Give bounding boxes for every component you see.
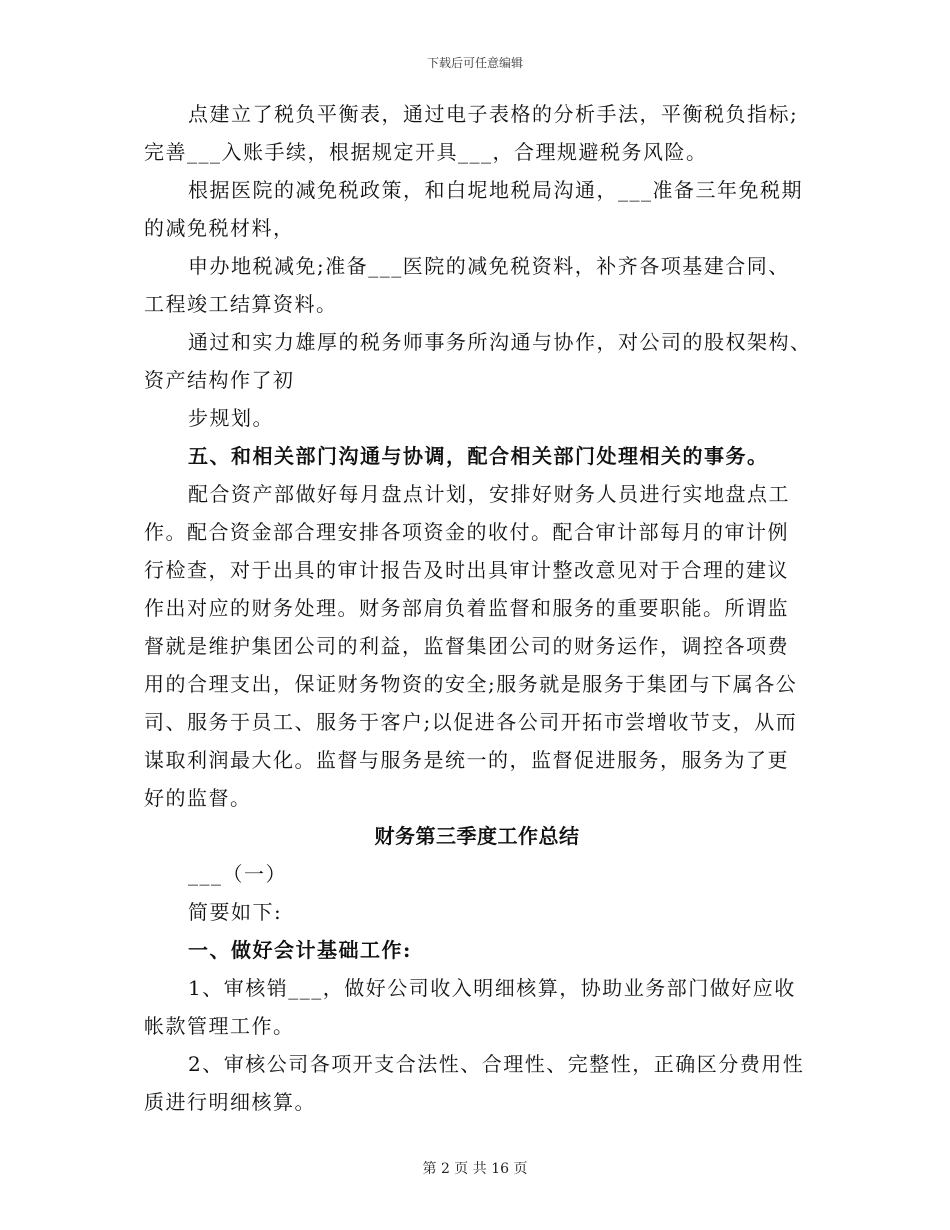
page-header: 下载后可任意编辑 xyxy=(426,56,523,70)
paragraph-line: 1、审核销___，做好公司收入明细核算，协助业务部门做好应收 xyxy=(188,976,796,1000)
paragraph-line: 配合资产部做好每月盘点计划，安排好财务人员进行实地盘点工 xyxy=(188,482,790,506)
paragraph-line: ___（一） xyxy=(188,862,287,886)
paragraph-line: 简要如下: xyxy=(188,900,283,924)
paragraph-line: 2、审核公司各项开支合法性、合理性、完整性，正确区分费用性 xyxy=(188,1052,805,1076)
paragraph-line: 用的合理支出，保证财务物资的安全;服务就是服务于集团与下属各公 xyxy=(144,672,798,696)
paragraph-line: 完善___入账手续，根据规定开具___，合理规避税务风险。 xyxy=(144,140,708,164)
paragraph-line: 作。配合资金部合理安排各项资金的收付。配合审计部每月的审计例 xyxy=(144,520,789,544)
paragraph-line: 步规划。 xyxy=(188,406,274,430)
paragraph-line: 点建立了税负平衡表，通过电子表格的分析手法，平衡税负指标; xyxy=(188,102,799,126)
paragraph-line: 帐款管理工作。 xyxy=(144,1014,295,1038)
paragraph-line: 司、服务于员工、服务于客户;以促进各公司开拓市尝增收节支，从而 xyxy=(144,710,798,734)
section-heading-five: 五、和相关部门沟通与协调，配合相关部门处理相关的事务。 xyxy=(188,444,769,468)
paragraph-line: 的减免税材料， xyxy=(144,216,295,240)
section-heading-one: 一、做好会计基础工作: xyxy=(188,938,412,962)
paragraph-line: 作出对应的财务处理。财务部肩负着监督和服务的重要职能。所谓监 xyxy=(144,596,789,620)
paragraph-line: 申办地税减免;准备___医院的减免税资料，补齐各项基建合同、 xyxy=(188,254,790,278)
paragraph-line: 质进行明细核算。 xyxy=(144,1090,316,1114)
paragraph-line: 资产结构作了初 xyxy=(144,368,295,392)
paragraph-line: 督就是维护集团公司的利益，监督集团公司的财务运作，调控各项费 xyxy=(144,634,789,658)
paragraph-line: 谋取利润最大化。监督与服务是统一的，监督促进服务，服务为了更 xyxy=(144,748,789,772)
page-footer: 第 2 页 共 16 页 xyxy=(422,1161,528,1177)
paragraph-line: 通过和实力雄厚的税务师事务所沟通与协作，对公司的股权架构、 xyxy=(188,330,812,354)
paragraph-line: 行检查，对于出具的审计报告及时出具审计整改意见对于合理的建议 xyxy=(144,558,789,582)
document-title: 财务第三季度工作总结 xyxy=(374,824,580,848)
document-body xyxy=(144,104,810,1130)
paragraph-line: 根据医院的减免税政策，和白坭地税局沟通，___准备三年免税期 xyxy=(188,178,803,202)
paragraph-line: 好的监督。 xyxy=(144,786,252,810)
paragraph-line: 工程竣工结算资料。 xyxy=(144,292,338,316)
